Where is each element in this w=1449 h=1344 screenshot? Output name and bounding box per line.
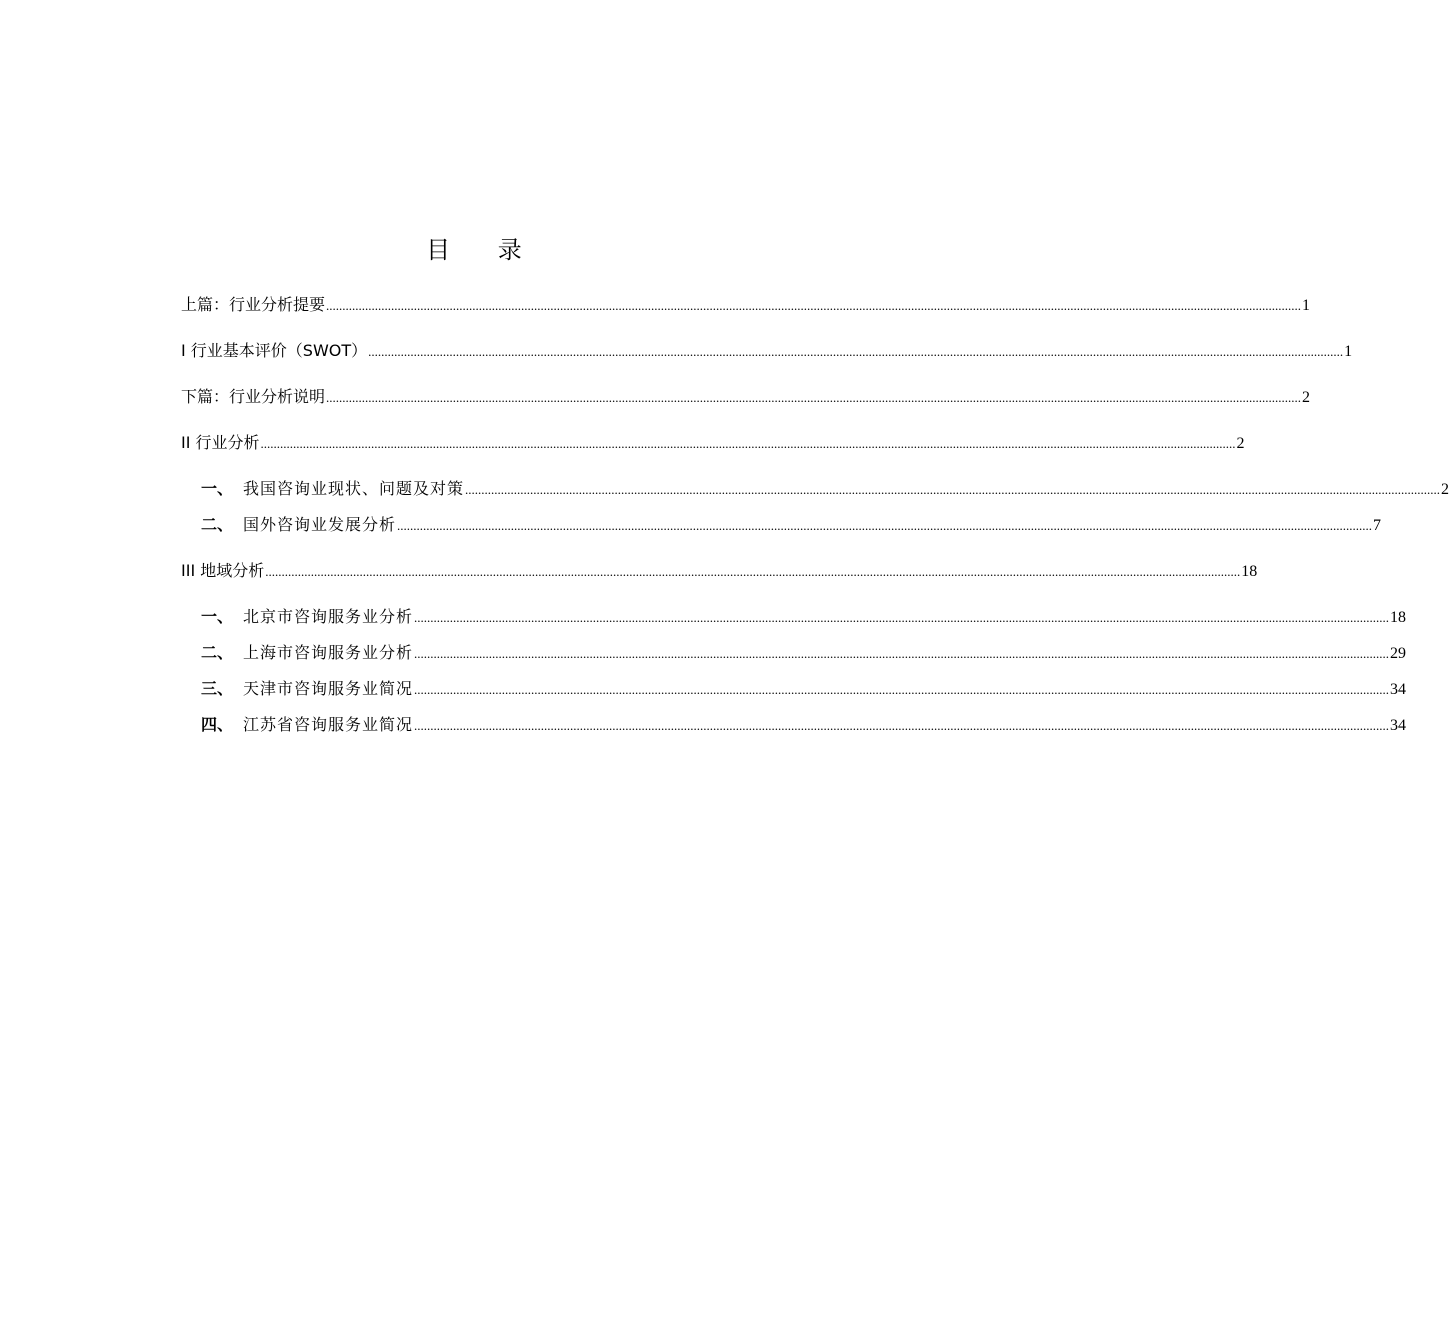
toc-entry-number: 二、 — [201, 643, 234, 662]
toc-entry-domestic[interactable] — [181, 477, 1449, 501]
toc-entry-label: 北京市咨询服务业分析 — [243, 607, 414, 626]
toc-entry-label: 天津市咨询服务业简况 — [243, 679, 414, 698]
toc-entry-page: 1 — [1344, 343, 1353, 360]
dot-leader: ............................................................................................................................................................................................................................................................................................................ — [465, 482, 1441, 497]
toc-entry-label: 上海市咨询服务业分析 — [243, 643, 414, 662]
toc-entry-regional-analysis[interactable] — [181, 559, 1258, 583]
toc-entry-label: 下篇：行业分析说明 — [181, 387, 326, 406]
toc-title: 目 录 — [426, 236, 542, 264]
toc-entry-number: 一、 — [201, 607, 234, 626]
dot-leader: ............................................................................................................................................................................................................................................................................................................ — [326, 390, 1302, 405]
toc-entry-label: I 行业基本评价（SWOT） — [181, 341, 368, 360]
toc-entry-label: 我国咨询业现状、问题及对策 — [243, 479, 465, 498]
dot-leader: ............................................................................................................................................................................................................................................................................................................ — [414, 646, 1390, 661]
toc-entry-page: 29 — [1390, 645, 1407, 662]
table-of-contents — [181, 290, 1449, 737]
dot-leader: ............................................................................................................................................................................................................................................................................................................ — [414, 682, 1390, 697]
toc-entry-tianjin[interactable] — [181, 677, 1407, 701]
toc-entry-jiangsu[interactable] — [181, 713, 1407, 737]
toc-entry-foreign[interactable] — [181, 513, 1382, 537]
toc-entry-number: 三、 — [201, 679, 234, 698]
toc-entry-label: 国外咨询业发展分析 — [243, 515, 397, 534]
toc-entry-number: 二、 — [201, 515, 234, 534]
toc-entry-label: III 地域分析 — [181, 561, 265, 580]
toc-entry-number: 四、 — [201, 715, 234, 734]
toc-entry-page: 2 — [1236, 435, 1245, 452]
toc-entry-industry-analysis[interactable] — [181, 431, 1245, 455]
toc-entry-label: II 行业分析 — [181, 433, 260, 452]
dot-leader: ............................................................................................................................................................................................................................................................................................................ — [326, 298, 1302, 313]
dot-leader: ............................................................................................................................................................................................................................................................................................................ — [397, 518, 1373, 533]
toc-entry-part1[interactable] — [181, 293, 1311, 317]
toc-entry-page: 34 — [1390, 681, 1407, 698]
dot-leader: ............................................................................................................................................................................................................................................................................................................ — [414, 718, 1390, 733]
dot-leader: ............................................................................................................................................................................................................................................................................................................ — [368, 344, 1344, 359]
toc-entry-swot[interactable] — [181, 339, 1353, 363]
toc-entry-page: 1 — [1302, 297, 1311, 314]
toc-entry-label: 上篇：行业分析提要 — [181, 295, 326, 314]
toc-entry-page: 2 — [1302, 389, 1311, 406]
toc-entry-part2[interactable] — [181, 385, 1311, 409]
dot-leader: ............................................................................................................................................................................................................................................................................................................ — [260, 436, 1236, 451]
dot-leader: ............................................................................................................................................................................................................................................................................................................ — [265, 564, 1241, 579]
toc-entry-number: 一、 — [201, 479, 234, 498]
toc-entry-page: 18 — [1241, 563, 1258, 580]
toc-entry-page: 7 — [1373, 517, 1382, 534]
toc-entry-shanghai[interactable] — [181, 641, 1407, 665]
toc-entry-page: 2 — [1441, 481, 1449, 498]
toc-entry-page: 18 — [1390, 609, 1407, 626]
dot-leader: ............................................................................................................................................................................................................................................................................................................ — [414, 610, 1390, 625]
toc-entry-page: 34 — [1390, 717, 1407, 734]
toc-entry-beijing[interactable] — [181, 605, 1407, 629]
toc-entry-label: 江苏省咨询服务业简况 — [243, 715, 414, 734]
